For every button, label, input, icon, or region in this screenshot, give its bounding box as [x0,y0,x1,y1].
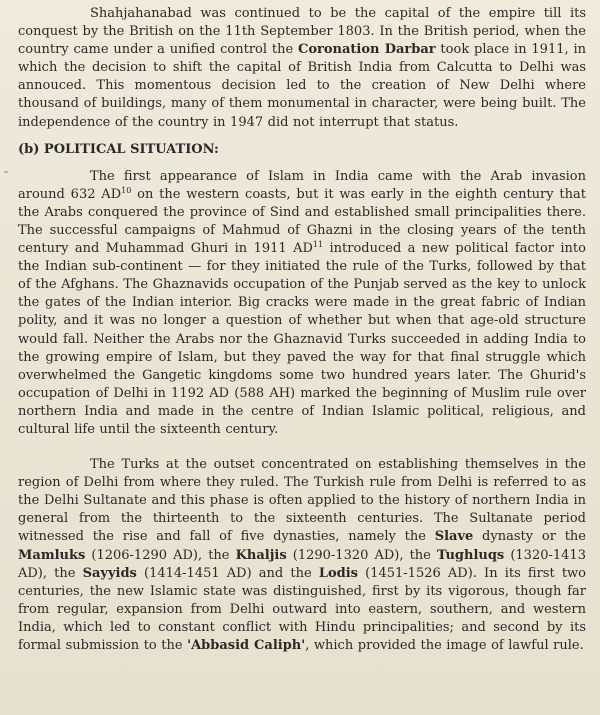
term-tughluqs: Tughluqs [436,547,505,563]
section-heading: (b) POLITICAL SITUATION: [18,141,219,157]
paragraph-capital-history: Shahjahanabad was continued to be the capital of the empire till its conquest by the British on the 11th September 1803. In the British period, when the country came under a unified control the Coronation Darbar took place in 1911, in which the decision to shift the capital of British India from Calcutta to Delhi was annouced. This momentous decision led to the creation of New Delhi where thousand of buildings, many of them monumental in character, were being built. The independence of the country in 1947 did not interrupt that status. [18,6,586,130]
term-abbasid-caliph: 'Abbasid Caliph' [187,638,306,653]
margin-mark [4,171,8,173]
paragraph-delhi-sultanate: The Turks at the outset concentrated on establishing themselves in the region of Delhi from where they ruled. The Turkish rule from Delhi is referred to as the Delhi Sultanate and this phase is often applied to the history of northern India in general from the thirteenth to the sixteenth centuries. The Sultanate period witnessed the rise and fall of five dynasties, namely the Slave dynasty or the Mamluks (1206-1290 AD), the Khaljis (1290-1320 AD), the Tughluqs (1320-1413 AD), the Sayyids (1414-1451 AD) and the Lodis (1451-1526 AD). In its first two centuries, the new Islamic state was distinguished, first by its vigorous, though far from regular, expansion from Delhi outward into eastern, southern, and western India, which led to constant conflict with Hindu principalities; and second by its formal submission to the 'Abbasid Caliph', which provided the image of lawful rule. [18,457,586,653]
term-lodis: Lodis [318,565,358,581]
term-slave: Slave [434,529,474,545]
footnote-ref-10: 10 [121,185,132,195]
term-coronation-darbar: Coronation Darbar [298,42,436,58]
term-sayyids: Sayyids [82,565,137,581]
footnote-ref-11: 11 [312,240,324,250]
paragraph-islam-arrival: The first appearance of Islam in India came with the Arab invasion around 632 AD$^{10}$ on the western coasts, but it was early in the eighth century that the Arabs conquered the province of Sind and established small principalities there. The successful campaigns of Mahmud of Ghazni in the closing years of the tenth century and Muhammad Ghuri in 1911 AD$^{11}$ introduced a new political factor into the Indian sub-continent — for they initiated the rule of the Turks, followed by that of the Afghans. The Ghaznavids occupation of the Punjab served as the key to unlock the gates of the Indian interior. Big cracks were made in the great fabric of Indian polity, and it was no longer a question of whether but when that age-old structure would fall. Neither the Arabs nor the Ghaznavid Turks succeeded in adding India to the growing empire of Islam, but they paved the way for that final struggle which overwhelmed the Gangetic kingdoms some two hundred years later. The Ghurid's occupation of Delhi in 1192 AD (588 AH) marked the beginning of Muslim rule over northern India and made in the centre of Indian Islamic political, religious, and cultural life until the sixteenth century. [18,168,586,437]
term-khaljis: Khaljis [235,547,287,563]
term-mamluks: Mamluks [18,547,86,563]
